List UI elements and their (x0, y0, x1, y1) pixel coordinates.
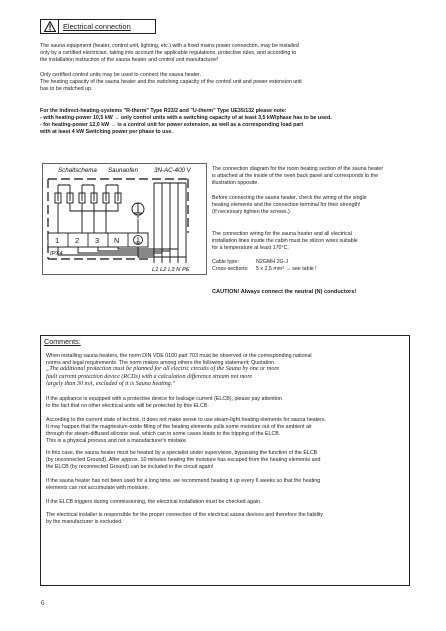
caution-note: CAUTION! Always connect the neutral (N) conductors! (212, 289, 357, 295)
terminal-block (48, 233, 148, 247)
spec-value: 5 x 2,5 mm² → see table ! (256, 265, 317, 272)
text-line: to the fact that no other electrical units will be protected by this ELCB. (46, 402, 209, 409)
comment-norm (46, 353, 404, 367)
terminal-label: 2 (75, 236, 80, 245)
cable-specs (212, 259, 408, 273)
text-line: (If necessary tighten the screws.) (212, 208, 290, 215)
text-line: heating elements and the connection terminal for their strength! (212, 201, 361, 208)
diagram-label-voltage: 3N-AC-400 V (154, 167, 191, 174)
conductor-labels: L1 L2 L3 N PE (152, 267, 190, 273)
comment-commissioning (46, 499, 404, 506)
spec-label: Cable type: (212, 259, 239, 265)
text-line: According to the current state of technic, it does not make sense to use steam-light heating elements for sauna heaters. (46, 417, 327, 423)
text-line: through the steam-diffused silicone seal, which can in some cases leads to the tripping of the ELCB. (46, 430, 281, 437)
diagram-label-saunaofen: Saunaofen (108, 167, 138, 174)
text-line: norms and legal requirements. The norm makes among others the following statement; Quotation. (46, 359, 276, 366)
text-line: installation lines inside the cabin must be silicon wires suitable (212, 237, 358, 244)
text-line: When installing sauna heaters, the norm DIN VDE 0100 part 703 must be observed or the corresponding national (46, 353, 312, 359)
diagram-note (212, 166, 408, 187)
warning-triangle-icon (41, 20, 59, 34)
comments-heading: Comments: (44, 337, 81, 346)
section-title: Electrical connection (63, 21, 131, 31)
text-line: the installation instruction of the sauna heater and control unit manufacturer! (40, 56, 219, 63)
text-line: fault current protection device (RCDs) with a calculation difference stream not more (46, 373, 253, 380)
text-line: If the sauna heater has not been used for a long time, we recommend heating it up every 6 weeks so that the heating (46, 478, 321, 484)
text-line: The sauna equipment (heater, control unit, lighting, etc.) with a fixed mains power connection, may be installed (40, 43, 299, 49)
text-line: „The additional protection must be planned for all electric circuits of the Sauna by one or more (46, 366, 280, 372)
intro-paragraph-1 (40, 43, 406, 64)
text-line: is attached at the inside of the oven back panel and corresponds to the (212, 172, 379, 179)
comment-technic (46, 417, 404, 445)
comment-liability (46, 512, 404, 526)
text-line: This is a physical process and not a manufacturer's mistake. (46, 437, 188, 444)
section-header (40, 19, 156, 34)
text-line: It may happen that the magnesium-oxide filling of the heating elements pulls some moisture out of the ambient air (46, 423, 312, 430)
text-line: elements can not accumulate with moisture. (46, 484, 150, 491)
spec-label: Cross-sections: (212, 265, 249, 272)
text-line: - for heating-power 12,0 kW → is a control unit for power extension, as well as a corresponding load part (40, 121, 304, 128)
text-line: Only certified control units may be used to connect the sauna heater. (40, 72, 202, 78)
cable-requirement-note (212, 231, 408, 252)
text-line: for a temperature at least 170°C. (212, 244, 289, 251)
comment-elcb (46, 396, 404, 410)
intro-paragraph-2 (40, 72, 406, 93)
text-line: by the manufacturer is excluded. (46, 518, 123, 525)
ipx-rating-label: IPX4 (50, 251, 63, 257)
text-line: (by unconnected Ground). After approx. 10 minutes heating the moisture has escaped from the heating elements and (46, 456, 321, 463)
terminal-label: N (114, 236, 120, 245)
cable-type-row (212, 259, 408, 266)
text-line: largely than 30 mA, excluded of it is Sauna heating.“ (46, 381, 176, 388)
text-line: only by a certified electrician, taking into account the applicable regulations, protective rules, and according to (40, 49, 297, 56)
wiring-check-note (212, 195, 408, 216)
text-line: the ELCB (by reconnected Ground) can be included in the circuit again! (46, 463, 214, 470)
spec-value: N2GMH 2G-J (256, 259, 289, 265)
text-line: The electrical installer is responsible for the proper connection of the electrical sauna devices and therefore the liability (46, 512, 324, 518)
text-line: The connection diagram for the room heating section of the sauna heater (212, 166, 384, 172)
terminal-label: 3 (95, 236, 100, 245)
text-line: If the appliance is equipped with a protective device for leakage current (ELCB), please pay attention (46, 396, 282, 402)
cross-section-row (212, 266, 408, 273)
text-line: The connection wiring for the sauna heater and all electrical (212, 231, 352, 237)
norm-quotation (46, 366, 404, 389)
text-line: If the ELCB triggers during commissioning, the electrical installation must be checked again. (46, 499, 262, 505)
text-line: In this case, the sauna heater must be heated by a specialist under supervision, bypassing the function of the ELCB (46, 450, 318, 456)
text-line: Before connecting the sauna heater, check the wiring of the single (212, 195, 367, 201)
text-line: illustration opposite. (212, 179, 259, 186)
diagram-label-schaltschema: Schaltschema (58, 167, 97, 174)
text-line: For the Indirect-heating-systems "R-therm" Type R33/2 and "U-therm" Type UE35/132 please note: (40, 108, 287, 114)
comment-reheating (46, 478, 404, 492)
heating-systems-note (40, 108, 406, 136)
page-number: 6 (41, 599, 45, 607)
wiring-diagram (42, 163, 207, 275)
text-line: - with heating-power 10,5 kW → only control units with a switching capacity of at least 3,5 kW/phase has to be used. (40, 114, 332, 121)
text-line: The heating capacity of the sauna heater and the switching capacity of the control unit and power extension unit (40, 78, 302, 85)
text-line: with at least 4 kW Switching power per phase to use. (40, 128, 173, 135)
terminal-label: 1 (55, 236, 60, 245)
comment-bypass (46, 450, 404, 471)
text-line: has to be matched up. (40, 85, 93, 92)
